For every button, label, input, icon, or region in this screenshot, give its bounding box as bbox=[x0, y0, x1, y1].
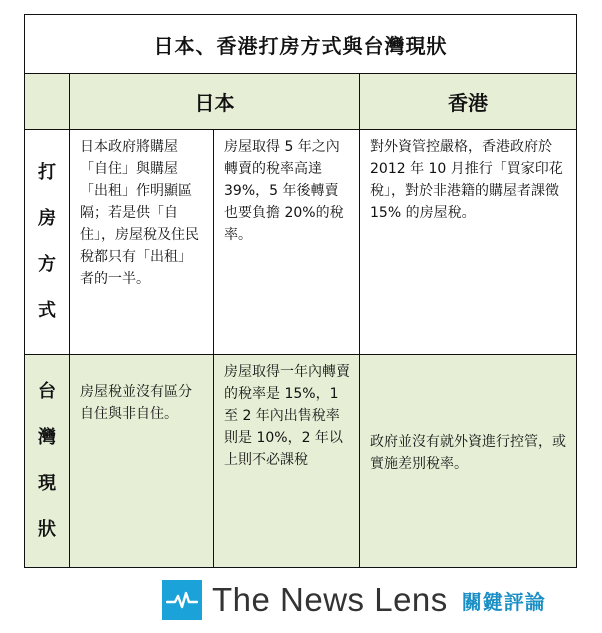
row-label-char: 台 bbox=[38, 381, 56, 402]
table-title: 日本、香港打房方式與台灣現狀 bbox=[24, 14, 577, 74]
taiwan-policy-cell: 房屋稅並沒有區分自住與非自住。 bbox=[69, 354, 214, 568]
row-label-char: 房 bbox=[38, 208, 56, 229]
header-corner-cell bbox=[24, 73, 70, 130]
hongkong-cell: 對外資管控嚴格，香港政府於 2012 年 10 月推行「買家印花稅」，對於非港籍的購屋者課徵 15% 的房屋稅。 bbox=[359, 129, 577, 355]
row-label-taiwan-status bbox=[24, 354, 70, 568]
taiwan-tax-cell: 房屋取得一年內轉賣的稅率是 15%，1 至 2 年內出售稅率則是 10%，2 年以上則不必課稅 bbox=[213, 354, 360, 568]
brand-name-chinese: 關鍵評論 bbox=[461, 589, 546, 614]
pulse-line-icon bbox=[162, 580, 202, 620]
japan-tax-cell: 房屋取得 5 年之內轉賣的稅率高達 39%，5 年後轉賣也要負擔 20%的稅率。 bbox=[213, 129, 360, 355]
row-label-char: 打 bbox=[38, 162, 56, 183]
row-label-char: 式 bbox=[38, 300, 56, 321]
row-label-char: 現 bbox=[38, 473, 56, 494]
header-japan: 日本 bbox=[69, 73, 360, 130]
brand-name: The News Lens bbox=[212, 581, 448, 618]
row-label-char: 灣 bbox=[38, 427, 56, 448]
japan-policy-cell: 日本政府將購屋「自住」與購屋「出租」作明顯區隔；若是供「自住」，房屋稅及住民稅都只有「出租」者的一半。 bbox=[69, 129, 214, 355]
row-label-housing-methods bbox=[24, 129, 70, 355]
row-label-char: 狀 bbox=[38, 519, 56, 540]
row-label-char: 方 bbox=[38, 254, 56, 275]
comparison-table bbox=[24, 14, 577, 568]
taiwan-foreign-cell: 政府並沒有就外資進行控管，或實施差別稅率。 bbox=[359, 354, 577, 568]
header-hongkong: 香港 bbox=[359, 73, 577, 130]
brand-footer bbox=[162, 578, 546, 622]
